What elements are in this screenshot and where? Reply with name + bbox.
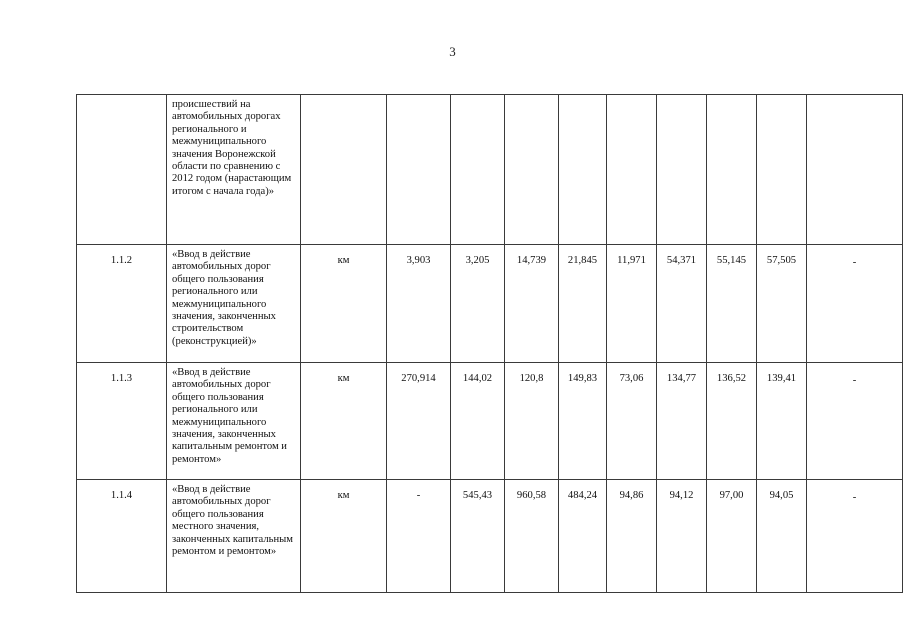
- value-cell: [387, 95, 451, 245]
- indicator-name: «Ввод в действие автомобильных дорог общего пользования регионального или межмуниципального значения, законченных капитальным ремонтом и ремонтом»: [167, 363, 301, 480]
- value-cell: 3,903: [387, 245, 451, 363]
- note-cell: -: [807, 245, 903, 363]
- value-cell: [757, 95, 807, 245]
- indicator-name: происшествий на автомобильных дорогах регионального и межмуниципального значения Воронежской области по сравнению с 2012 годом (нарастающим итогом с начала года)»: [167, 95, 301, 245]
- table-row: [77, 95, 903, 245]
- value-cell: [505, 95, 559, 245]
- value-cell: 3,205: [451, 245, 505, 363]
- page-number: 3: [449, 44, 456, 59]
- value-cell: 144,02: [451, 363, 505, 480]
- row-number: 1.1.4: [77, 480, 167, 593]
- unit-cell: км: [301, 480, 387, 593]
- value-cell: 270,914: [387, 363, 451, 480]
- value-cell: 54,371: [657, 245, 707, 363]
- value-cell: 134,77: [657, 363, 707, 480]
- value-cell: 94,05: [757, 480, 807, 593]
- value-cell: 149,83: [559, 363, 607, 480]
- value-cell: 11,971: [607, 245, 657, 363]
- table-body: [77, 95, 903, 593]
- value-cell: 545,43: [451, 480, 505, 593]
- row-number: 1.1.3: [77, 363, 167, 480]
- note-cell: -: [807, 480, 903, 593]
- unit-cell: [301, 95, 387, 245]
- value-cell: 484,24: [559, 480, 607, 593]
- value-cell: [451, 95, 505, 245]
- value-cell: 94,86: [607, 480, 657, 593]
- table-row: [77, 245, 903, 363]
- value-cell: 73,06: [607, 363, 657, 480]
- value-cell: [707, 95, 757, 245]
- indicator-name: «Ввод в действие автомобильных дорог общего пользования регионального или межмуниципального значения, законченных строительством (реконструкцией)»: [167, 245, 301, 363]
- value-cell: 120,8: [505, 363, 559, 480]
- indicator-name: «Ввод в действие автомобильных дорог общего пользования местного значения, законченных капитальным ремонтом и ремонтом»: [167, 480, 301, 593]
- value-cell: 97,00: [707, 480, 757, 593]
- table-row: [77, 363, 903, 480]
- row-number: 1.1.2: [77, 245, 167, 363]
- table-row: [77, 480, 903, 593]
- note-cell: [807, 95, 903, 245]
- unit-cell: км: [301, 363, 387, 480]
- value-cell: [657, 95, 707, 245]
- value-cell: [559, 95, 607, 245]
- value-cell: 55,145: [707, 245, 757, 363]
- unit-cell: км: [301, 245, 387, 363]
- value-cell: 57,505: [757, 245, 807, 363]
- value-cell: 960,58: [505, 480, 559, 593]
- indicator-table: [76, 94, 903, 593]
- note-cell: -: [807, 363, 903, 480]
- value-cell: 21,845: [559, 245, 607, 363]
- value-cell: 14,739: [505, 245, 559, 363]
- value-cell: 139,41: [757, 363, 807, 480]
- value-cell: [607, 95, 657, 245]
- row-number: [77, 95, 167, 245]
- value-cell: 94,12: [657, 480, 707, 593]
- value-cell: -: [387, 480, 451, 593]
- value-cell: 136,52: [707, 363, 757, 480]
